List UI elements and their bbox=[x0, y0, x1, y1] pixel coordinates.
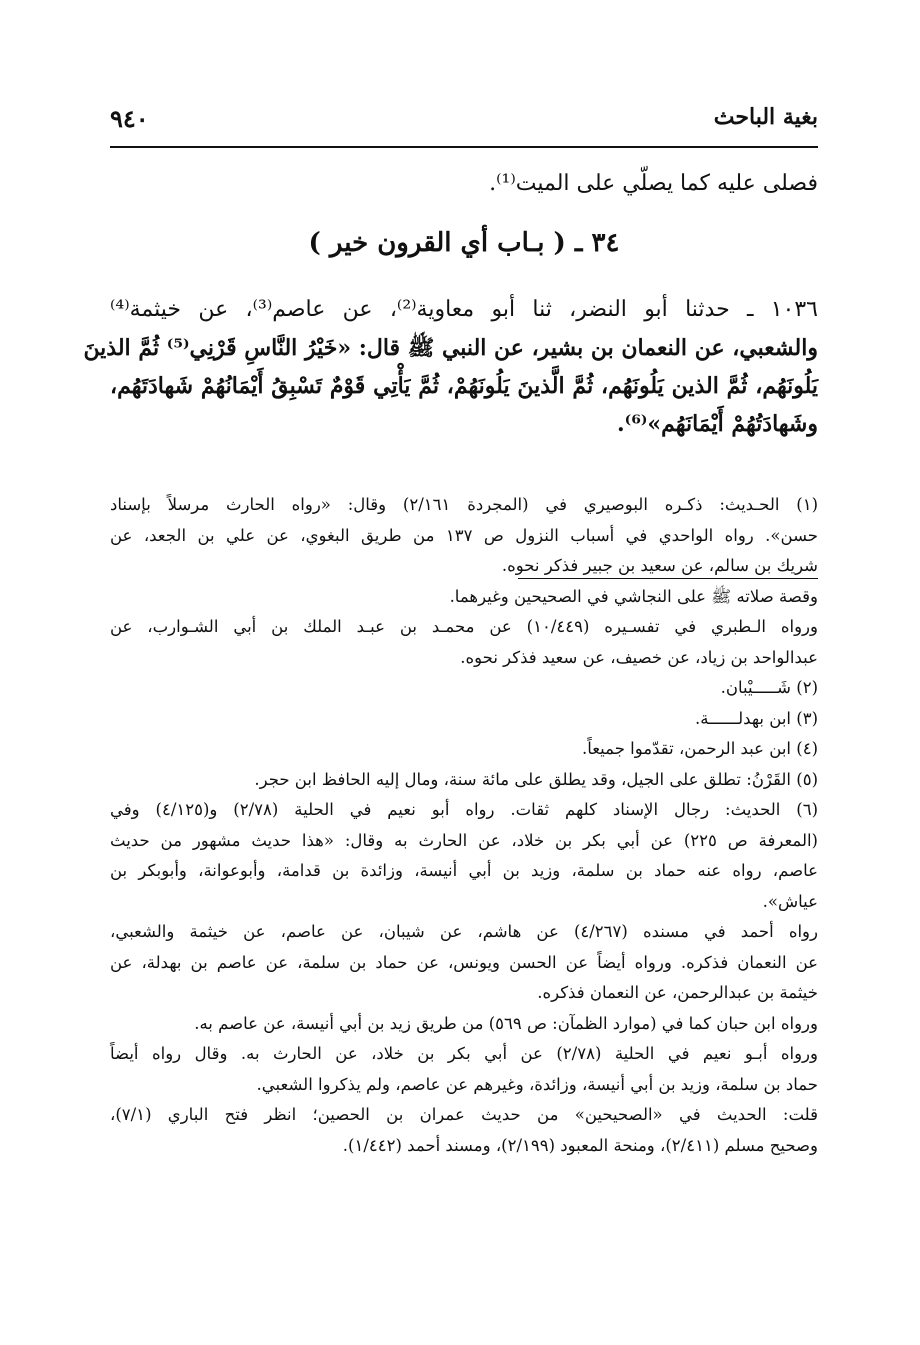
page-number: ٩٤٠ bbox=[110, 104, 149, 133]
footnote-line: حسن». رواه الواحدي في أسباب النزول ص ١٣٧ من طريق البغوي، عن علي بن الجعد، عن bbox=[110, 525, 818, 545]
footnote-line: (٢) شَـــــيْبان. bbox=[720, 678, 818, 697]
footnote-line: ورواه ابن حبان كما في (موارد الظمآن: ص ٥٦٩) من طريق زيد بن أبي أنيسة، عن عاصم به. bbox=[194, 1013, 818, 1033]
page bbox=[83, 100, 819, 1330]
footnote-line: حماد بن سلمة، وزيد بن أبي أنيسة، وزائدة، وغيرهم عن عاصم، ولم يذكروا الشعبي. bbox=[256, 1074, 818, 1094]
hadith-line: يَلُونَهُم، ثُمَّ الذين يَلُونَهُم، ثُمَّ الَّذينَ يَلُونَهُمْ، ثُمَّ يَأْتِي قَوْمٌ تَسْبِقُ أَيْمَانُهُمْ شَهادَتَهُم، bbox=[110, 373, 818, 399]
footnote-line: قلت: الحديث في «الصحيحين» من حديث عمران بن الحصين؛ انظر فتح الباري (٧/١)، bbox=[110, 1105, 818, 1124]
header-rule bbox=[110, 146, 818, 148]
footnote-line: عياش». bbox=[762, 891, 818, 911]
footnote-line: خيثمة بن عبدالرحمن، عن النعمان فذكره. bbox=[537, 983, 818, 1002]
footnote-line: (المعرفة ص ٢٢٥) عن أبي بكر بن خلاد، عن الحارث به وقال: «هذا حديث مشهور من حديث bbox=[110, 830, 818, 850]
footnote-line: (١) الحـديث: ذكـره البوصيري في (المجردة ٢/١٦١) وقال: «رواه الحارث مرسلاً بإسناد bbox=[110, 495, 818, 514]
footnote-line: عبدالواحد بن زياد، عن خصيف، عن سعيد فذكر نحوه. bbox=[460, 647, 818, 667]
hadith-line: وشَهادَتُهُمْ أَيْمَانَهُم»⁽⁶⁾. bbox=[617, 411, 818, 437]
chapter-heading: ٣٤ ـ ( بـاب أي القرون خير ) bbox=[308, 228, 620, 258]
footnote-line: (٣) ابن بهدلــــــة. bbox=[695, 708, 818, 728]
footnote-line: ورواه الـطبري في تفسـيره (١٠/٤٤٩) عن محمـد بن عبـد الملك بن أبي الشـوارب، عن bbox=[110, 617, 818, 636]
footnote-line: (٤) ابن عبد الرحمن، تقدّموا جميعاً. bbox=[581, 739, 818, 758]
running-title: بغية الباحث bbox=[713, 104, 818, 130]
footnote-line: (٥) القَرْنُ: تطلق على الجيل، وقد يطلق على مائة سنة، ومال إليه الحافظ ابن حجر. bbox=[254, 769, 818, 789]
footnote-line: (٦) الحديث: رجال الإسناد كلهم ثقات. رواه أبو نعيم في الحلية (٢/٧٨) و(٤/١٢٥) وفي bbox=[110, 800, 819, 819]
footnote-line: رواه أحمد في مسنده (٤/٢٦٧) عن هاشم، عن شيبان، عن عاصم، عن خيثمة والشعبي، bbox=[110, 922, 818, 941]
footnote-line: وقصة صلاته ﷺ على النجاشي في الصحيحين وغيرهما. bbox=[449, 586, 818, 606]
page-header bbox=[110, 100, 818, 144]
footnote-line: وصحيح مسلم (٢/٤١١)، ومنحة المعبود (٢/١٩٩)، ومسند أحمد (١/٤٤٢). bbox=[342, 1135, 818, 1155]
intro-line: فصلى عليه كما يصلّي على الميت⁽¹⁾. bbox=[489, 171, 818, 196]
footnote-line: عاصم، رواه عنه حماد بن سلمة، وزيد بن أبي أنيسة، وزائدة بن قدامة، وأبوعوانة، وأبوبكر بن bbox=[110, 861, 818, 880]
footnote-line: عن النعمان فذكره. ورواه أيضاً عن الحسن ويونس، عن حماد بن سلمة، عن عاصم بن بهدلة، عن bbox=[110, 952, 818, 972]
footnote-line: ورواه أبـو نعيم في الحلية (٢/٧٨) عن أبي بكر بن خلاد، عن الحارث به. وقال رواه أيضاً bbox=[110, 1044, 818, 1063]
hadith-line: والشعبي، عن النعمان بن بشير، عن النبي ﷺ قال: «خَيْرُ النَّاسِ قَرْنِي⁽⁵⁾ ثُمَّ الذينَ bbox=[83, 335, 818, 361]
hadith-line: ١٠٣٦ ـ حدثنا أبو النضر، ثنا أبو معاوية⁽²⁾، عن عاصم⁽³⁾، عن خيثمة⁽⁴⁾ bbox=[110, 297, 818, 322]
footnote-line: شريك بن سالم، عن سعيد بن جبير فذكر نحوه. bbox=[501, 556, 818, 575]
